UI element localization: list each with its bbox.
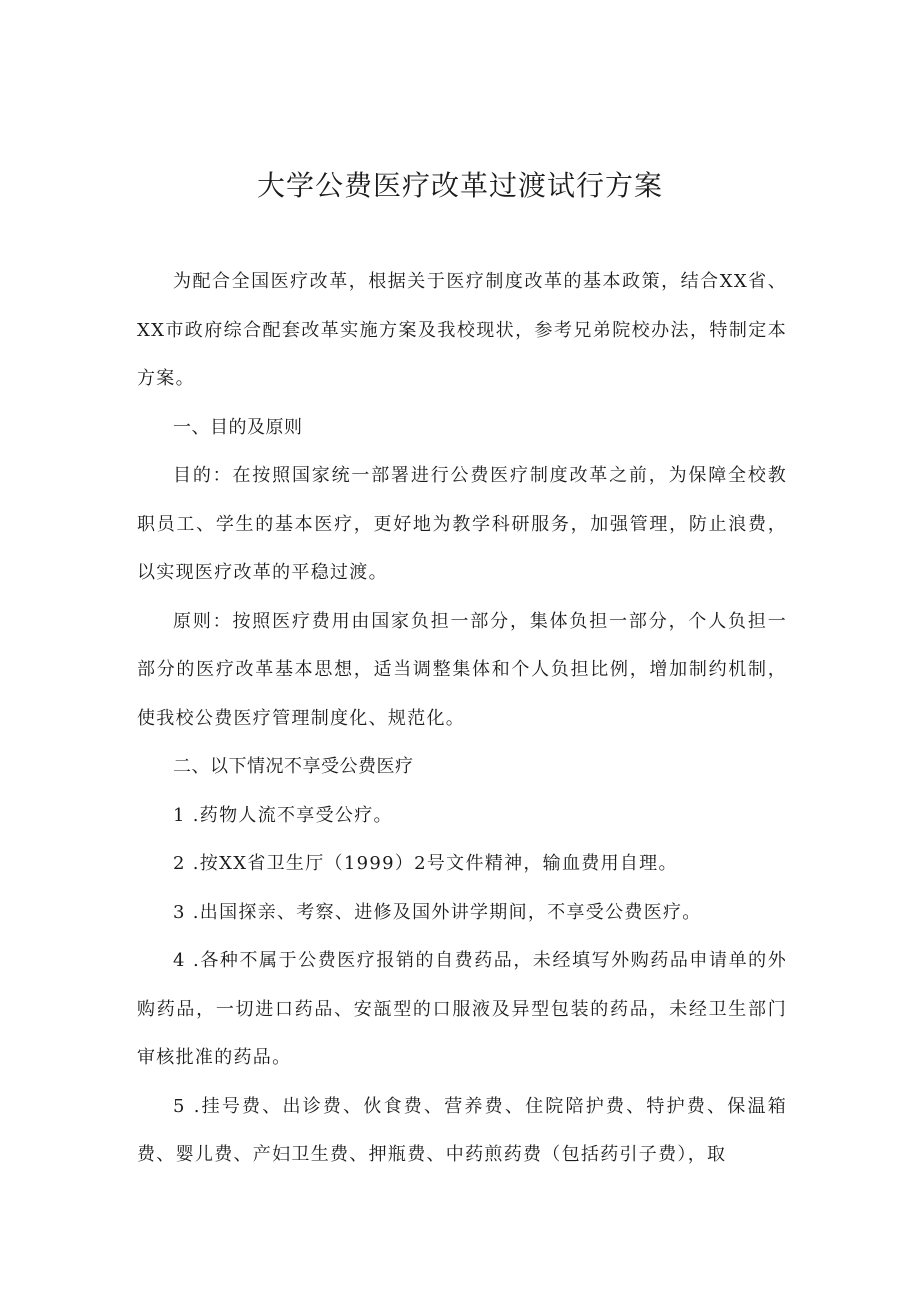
intro-paragraph: 为配合全国医疗改革，根据关于医疗制度改革的基本政策，结合XX省、XX市政府综合配套改革实施方案及我校现状，参考兄弟院校办法，特制定本方案。 xyxy=(137,271,787,389)
purpose-paragraph: 目的：在按照国家统一部署进行公费医疗制度改革之前，为保障全校教职员工、学生的基本医疗，更好地为教学科研服务，加强管理，防止浪费，以实现医疗改革的平稳过渡。 xyxy=(137,465,787,583)
list-item: 1 .药物人流不享受公疗。 xyxy=(173,804,393,826)
document-body xyxy=(137,258,787,1180)
list-item: 5 .挂号费、出诊费、伙食费、营养费、住院陪护费、特护费、保温箱费、婴儿费、产妇卫生费、押瓶费、中药煎药费（包括药引子费），取 xyxy=(137,1095,787,1165)
section-1-heading: 一、目的及原则 xyxy=(173,416,303,438)
document-title: 大学公费医疗改革过渡试行方案 xyxy=(256,169,663,202)
list-item: 3 .出国探亲、考察、进修及国外讲学期间，不享受公费医疗。 xyxy=(173,901,702,923)
list-item: 2 .按XX省卫生厅（1999）2号文件精神，输血费用自理。 xyxy=(173,853,678,874)
list-item: 4 .各种不属于公费医疗报销的自费药品，未经填写外购药品申请单的外购药品，一切进口药品、安瓿型的口服液及异型包装的药品，未经卫生部门审核批准的药品。 xyxy=(137,950,787,1068)
section-2-heading: 二、以下情况不享受公费医疗 xyxy=(173,756,414,777)
principle-paragraph: 原则：按照医疗费用由国家负担一部分，集体负担一部分，个人负担一部分的医疗改革基本思想，适当调整集体和个人负担比例，增加制约机制，使我校公费医疗管理制度化、规范化。 xyxy=(137,610,787,729)
